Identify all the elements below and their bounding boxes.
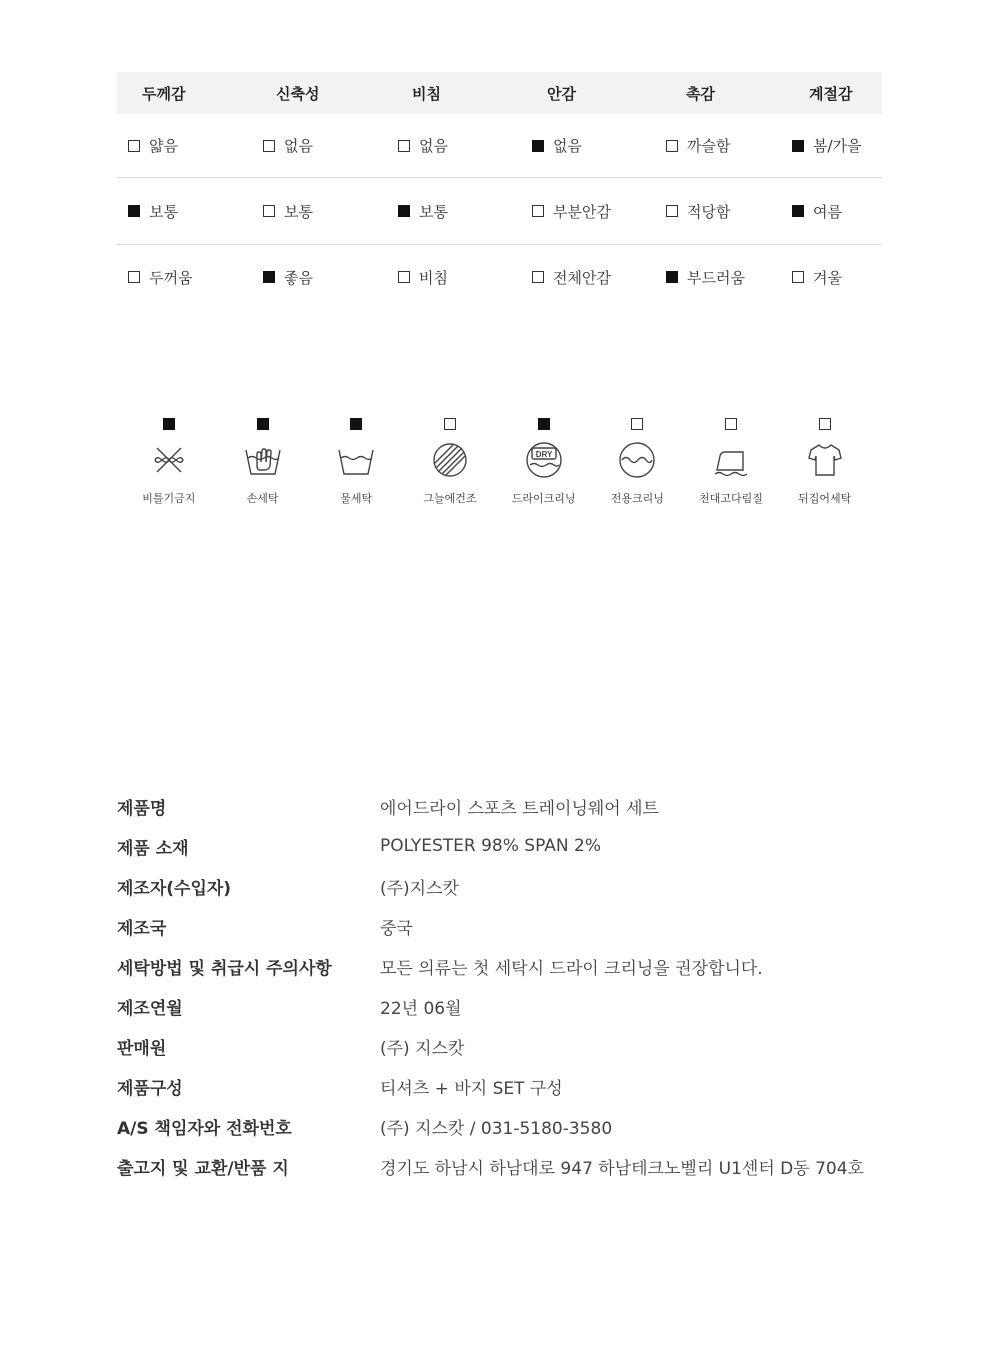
- no-wring-icon: [149, 440, 189, 480]
- feature-table: [117, 72, 882, 309]
- header-thickness: 두께감: [142, 84, 186, 103]
- care-item-iron-with-cloth: [684, 418, 778, 506]
- feature-table-header: [117, 72, 882, 114]
- info-value: 중국: [380, 918, 413, 939]
- checkbox-icon: [666, 205, 678, 217]
- care-item-hand-wash: [216, 418, 310, 506]
- feature-label: 없음: [419, 137, 448, 155]
- feature-cell: [251, 245, 386, 309]
- feature-label: 좋음: [284, 268, 313, 287]
- feature-label: 까슬함: [687, 137, 731, 155]
- info-key: 제품 소재: [117, 838, 189, 859]
- feature-label: 없음: [553, 137, 582, 155]
- table-row: [117, 114, 882, 178]
- feature-label: 부분안감: [553, 202, 611, 221]
- checkbox-icon: [532, 205, 544, 217]
- feature-cell: [780, 178, 882, 244]
- info-value: 티셔츠 + 바지 SET 구성: [380, 1078, 563, 1099]
- feature-label: 얇음: [149, 137, 178, 155]
- info-row: [117, 1146, 917, 1186]
- feature-label: 봄/가을: [813, 137, 862, 155]
- info-row: [117, 946, 917, 986]
- feature-cell: [654, 114, 780, 177]
- checkbox-icon: [398, 271, 410, 283]
- checkbox-icon: [128, 140, 140, 152]
- header-season: 계절감: [809, 84, 853, 103]
- info-row: [117, 786, 917, 826]
- feature-cell: [520, 178, 654, 244]
- info-key: A/S 책임자와 전화번호: [117, 1118, 292, 1139]
- table-row: [117, 178, 882, 245]
- feature-cell: [520, 245, 654, 309]
- care-label: 천대고다림질: [699, 492, 763, 505]
- info-key: 제품구성: [117, 1078, 183, 1099]
- info-key: 제조자(수입자): [117, 878, 232, 899]
- checkbox-icon: [725, 418, 737, 430]
- checkbox-icon: [538, 418, 550, 430]
- care-label: 비틀기금지: [142, 492, 196, 505]
- checkbox-icon: [532, 140, 544, 152]
- checkbox-icon: [792, 140, 804, 152]
- info-key: 세탁방법 및 취급시 주의사항: [117, 958, 332, 979]
- info-key: 제조연월: [117, 998, 183, 1019]
- info-value: (주) 지스캇: [380, 1038, 465, 1059]
- care-instructions: [122, 418, 872, 506]
- checkbox-icon: [819, 418, 831, 430]
- care-label: 물세탁: [340, 492, 373, 505]
- feature-cell: [251, 114, 386, 177]
- hand-wash-icon: [243, 440, 283, 480]
- info-key: 출고지 및 교환/반품 지: [117, 1158, 289, 1179]
- header-sheerness: 비침: [412, 84, 441, 103]
- feature-cell: [386, 178, 520, 244]
- info-row: [117, 1106, 917, 1146]
- feature-label: 부드러움: [687, 268, 745, 287]
- header-lining: 안감: [547, 84, 576, 103]
- checkbox-icon: [350, 418, 362, 430]
- product-info: [117, 786, 917, 1186]
- feature-cell: [520, 114, 654, 177]
- machine-wash-icon: [336, 440, 376, 480]
- feature-cell: [386, 114, 520, 177]
- feature-label: 적당함: [687, 202, 731, 221]
- feature-cell: [251, 178, 386, 244]
- info-value: (주)지스캇: [380, 878, 459, 899]
- feature-label: 여름: [813, 202, 842, 221]
- info-row: [117, 826, 917, 866]
- checkbox-icon: [263, 205, 275, 217]
- header-texture: 촉감: [686, 84, 715, 103]
- info-row: [117, 1026, 917, 1066]
- info-value: 경기도 하남시 하남대로 947 하남테크노벨리 U1센터 D동 704호: [380, 1158, 864, 1179]
- feature-cell: [654, 245, 780, 309]
- feature-label: 없음: [284, 137, 313, 155]
- care-label: 뒤집어세탁: [798, 492, 852, 505]
- info-value: 22년 06월: [380, 998, 462, 1019]
- care-item-special-clean: [590, 418, 684, 506]
- info-value: 모든 의류는 첫 세탁시 드라이 크리닝을 권장합니다.: [380, 958, 763, 979]
- checkbox-icon: [532, 271, 544, 283]
- feature-cell: [386, 245, 520, 309]
- feature-label: 두꺼움: [149, 268, 193, 287]
- feature-cell: [117, 245, 251, 309]
- care-label: 전용크리닝: [610, 492, 664, 505]
- checkbox-icon: [128, 205, 140, 217]
- info-key: 제품명: [117, 798, 167, 819]
- feature-label: 겨울: [813, 268, 842, 287]
- feature-cell: [654, 178, 780, 244]
- checkbox-icon: [263, 271, 275, 283]
- checkbox-icon: [792, 271, 804, 283]
- iron-with-cloth-icon: [711, 440, 751, 480]
- header-stretch: 신축성: [276, 84, 320, 103]
- feature-cell: [117, 114, 251, 177]
- feature-label: 보통: [149, 202, 178, 221]
- checkbox-icon: [666, 271, 678, 283]
- care-item-inside-out-wash: [778, 418, 872, 506]
- feature-cell: [117, 178, 251, 244]
- care-label: 드라이크리닝: [511, 492, 576, 505]
- special-clean-icon: [617, 440, 657, 480]
- inside-out-wash-icon: [805, 440, 845, 480]
- checkbox-icon: [128, 271, 140, 283]
- info-value: 에어드라이 스포츠 트레이닝웨어 세트: [380, 798, 659, 819]
- dry-clean-icon: [524, 440, 564, 480]
- feature-label: 전체안감: [553, 268, 611, 287]
- table-row: [117, 245, 882, 309]
- info-value: POLYESTER 98% SPAN 2%: [380, 836, 601, 856]
- care-item-machine-wash: [309, 418, 403, 506]
- feature-label: 보통: [284, 202, 313, 221]
- feature-label: 비침: [419, 268, 448, 287]
- care-label: 손세탁: [246, 492, 279, 505]
- checkbox-icon: [398, 140, 410, 152]
- checkbox-icon: [631, 418, 643, 430]
- checkbox-icon: [263, 140, 275, 152]
- checkbox-icon: [257, 418, 269, 430]
- feature-label: 보통: [419, 202, 448, 221]
- care-item-shade-dry: [403, 418, 497, 506]
- checkbox-icon: [666, 140, 678, 152]
- checkbox-icon: [163, 418, 175, 430]
- checkbox-icon: [792, 205, 804, 217]
- care-item-dry-clean: [497, 418, 591, 506]
- info-value: (주) 지스캇 / 031-5180-3580: [380, 1118, 613, 1139]
- info-row: [117, 986, 917, 1026]
- info-key: 판매원: [117, 1038, 167, 1059]
- feature-cell: [780, 114, 882, 177]
- shade-dry-icon: [430, 440, 470, 480]
- care-label: 그늘에건조: [423, 492, 477, 505]
- info-row: [117, 906, 917, 946]
- dry-clean-text: DRY: [535, 450, 552, 459]
- info-key: 제조국: [117, 918, 167, 939]
- info-row: [117, 1066, 917, 1106]
- care-item-no-wring: [122, 418, 216, 506]
- checkbox-icon: [444, 418, 456, 430]
- info-row: [117, 866, 917, 906]
- checkbox-icon: [398, 205, 410, 217]
- feature-cell: [780, 245, 882, 309]
